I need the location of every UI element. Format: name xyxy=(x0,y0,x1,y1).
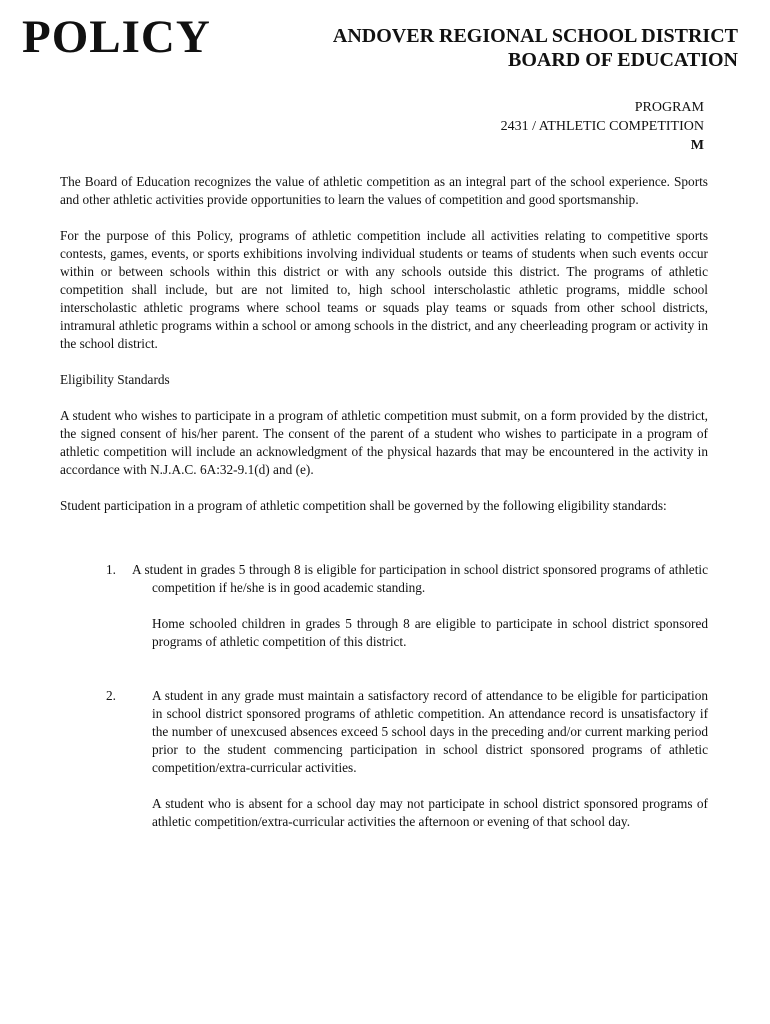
paragraph-definition: For the purpose of this Policy, programs of athletic competition include all activities relating to competitive sports contests, games, events, or sports exhibitions involving individual students or teams of students when such events occur within or between schools within this district or with any schools outside this district. The programs of athletic competition shall include, but are not limited to, high school interscholastic athletic programs, middle school interscholastic athletic programs where school teams or squads play teams or squads from other school districts, intramural athletic programs within a school or among schools in the district, and any cheerleading program or activity in the school district. xyxy=(60,228,708,351)
document-body xyxy=(60,173,708,849)
eligibility-list xyxy=(60,561,708,831)
paragraph-intro: The Board of Education recognizes the value of athletic competition as an integral part of the school experience. Sports and other athletic activities provide opportunities to learn the values of competition and good sportsmanship. xyxy=(60,174,708,207)
list-item-text: A student who is absent for a school day may not participate in school district sponsored programs of athletic competition/extra-curricular activities the afternoon or evening of that school day. xyxy=(152,796,708,829)
paragraph-standards: Student participation in a program of athletic competition shall be governed by the following eligibility standards: xyxy=(60,498,667,513)
board-name: BOARD OF EDUCATION xyxy=(507,49,738,71)
policy-meta xyxy=(501,98,704,155)
list-item-number: 2. xyxy=(106,688,116,703)
paragraph-consent: A student who wishes to participate in a program of athletic competition must submit, on a form provided by the district, the signed consent of his/her parent. The consent of the parent of a student who wishes to participate in a program of athletic competition will include an acknowledgment of the physical hazards that may be encountered in the activity in accordance with N.J.A.C. 6A:32-9.1(d) and (e). xyxy=(60,408,708,477)
list-item-number: 1. xyxy=(106,562,116,577)
policy-code: M xyxy=(690,138,704,153)
list-item-text: A student in any grade must maintain a satisfactory record of attendance to be eligible for participation in school district sponsored programs of athletic competition. An attendance record is unsatisfactory if the number of unexcused absences exceed 5 school days in the preceding and/or current marking period prior to the student commencing participation in school district sponsored programs of athletic competition/extra-curricular activities. xyxy=(152,688,708,775)
list-item xyxy=(60,687,708,831)
policy-section: PROGRAM xyxy=(634,100,704,115)
list-item-text: Home schooled children in grades 5 through 8 are eligible to participate in school district sponsored programs of athletic competition of this district. xyxy=(152,616,708,649)
list-item-text: A student in grades 5 through 8 is eligible for participation in school district sponsored programs of athletic competition if he/she is in good academic standing. xyxy=(132,562,708,595)
policy-number-title: 2431 / ATHLETIC COMPETITION xyxy=(500,119,704,134)
district-name: ANDOVER REGIONAL SCHOOL DISTRICT xyxy=(332,25,738,47)
eligibility-heading: Eligibility Standards xyxy=(60,372,170,387)
policy-title: POLICY xyxy=(22,11,211,63)
list-item xyxy=(60,561,708,651)
district-header xyxy=(333,24,738,72)
